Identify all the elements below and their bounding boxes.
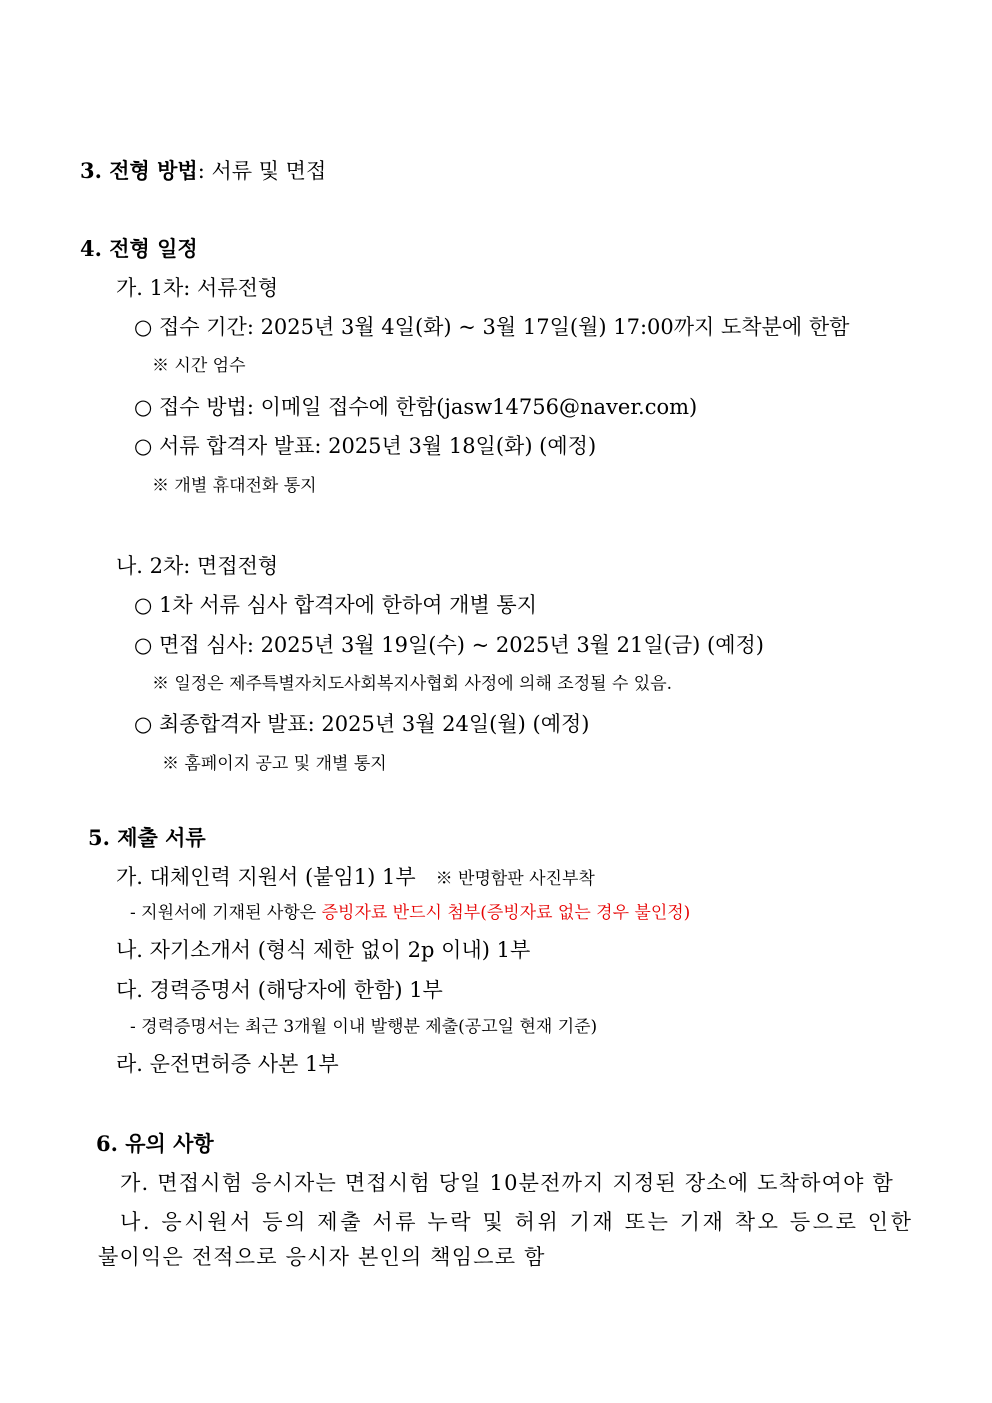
notice-na-line2: 불이익은 전적으로 응시자 본인의 책임으로 함 bbox=[98, 1245, 546, 1269]
photo-note: ※ 반명함판 사진부착 bbox=[435, 869, 595, 889]
section-5-heading: 5. 제출 서류 bbox=[88, 825, 206, 850]
final-result-date: ○ 최종합격자 발표: 2025년 3월 24일(월) (예정) bbox=[134, 712, 590, 736]
interview-notice: ○ 1차 서류 심사 합격자에 한하여 개별 통지 bbox=[134, 593, 537, 617]
section-3-heading bbox=[80, 160, 326, 182]
interview-dates: ○ 면접 심사: 2025년 3월 19일(수) ~ 2025년 3월 21일(금) (예정) bbox=[134, 633, 764, 657]
application-period: ○ 접수 기간: 2025년 3월 4일(화) ~ 3월 17일(월) 17:00까지 도착분에 한함 bbox=[134, 315, 850, 339]
submit-item-na: 나. 자기소개서 (형식 제한 없이 2p 이내) 1부 bbox=[116, 938, 531, 962]
section-4-ga: 가. 1차: 서류전형 bbox=[116, 276, 279, 300]
evidence-requirement bbox=[130, 905, 690, 922]
homepage-note: ※ 홈페이지 공고 및 개별 통지 bbox=[162, 754, 387, 774]
career-cert-note: - 경력증명서는 최근 3개월 이내 발행분 제출(공고일 현재 기준) bbox=[130, 1017, 598, 1037]
section-4-na: 나. 2차: 면접전형 bbox=[116, 554, 279, 578]
section-4-heading: 4. 전형 일정 bbox=[80, 236, 198, 261]
application-method: ○ 접수 방법: 이메일 접수에 한함(jasw14756@naver.com) bbox=[134, 395, 698, 419]
schedule-note: ※ 일정은 제주특별자치도사회복지사협회 사정에 의해 조정될 수 있음. bbox=[152, 674, 673, 694]
submit-item-ra: 라. 운전면허증 사본 1부 bbox=[116, 1052, 339, 1076]
section-3-value: : 서류 및 면접 bbox=[197, 159, 327, 183]
notice-ga: 가. 면접시험 응시자는 면접시험 당일 10분전까지 지정된 장소에 도착하여야 함 bbox=[120, 1171, 894, 1195]
submit-item-ga bbox=[116, 867, 595, 888]
submit-item-da: 다. 경력증명서 (해당자에 한함) 1부 bbox=[116, 978, 443, 1002]
phone-notice-note: ※ 개별 휴대전화 통지 bbox=[152, 476, 317, 496]
section-6-heading: 6. 유의 사항 bbox=[96, 1131, 214, 1156]
time-note: ※ 시간 엄수 bbox=[152, 356, 246, 376]
notice-na-line1: 나. 응시원서 등의 제출 서류 누락 및 허위 기재 또는 기재 착오 등으로 인한 bbox=[120, 1210, 914, 1234]
document-result-date: ○ 서류 합격자 발표: 2025년 3월 18일(화) (예정) bbox=[134, 434, 597, 458]
evidence-text: - 지원서에 기재된 사항은 bbox=[130, 903, 322, 923]
evidence-emphasis: 증빙자료 반드시 첨부(증빙자료 없는 경우 불인정) bbox=[321, 903, 691, 923]
application-form-label: 가. 대체인력 지원서 (붙임1) 1부 bbox=[116, 865, 416, 889]
section-3-label: 3. 전형 방법 bbox=[80, 158, 198, 183]
